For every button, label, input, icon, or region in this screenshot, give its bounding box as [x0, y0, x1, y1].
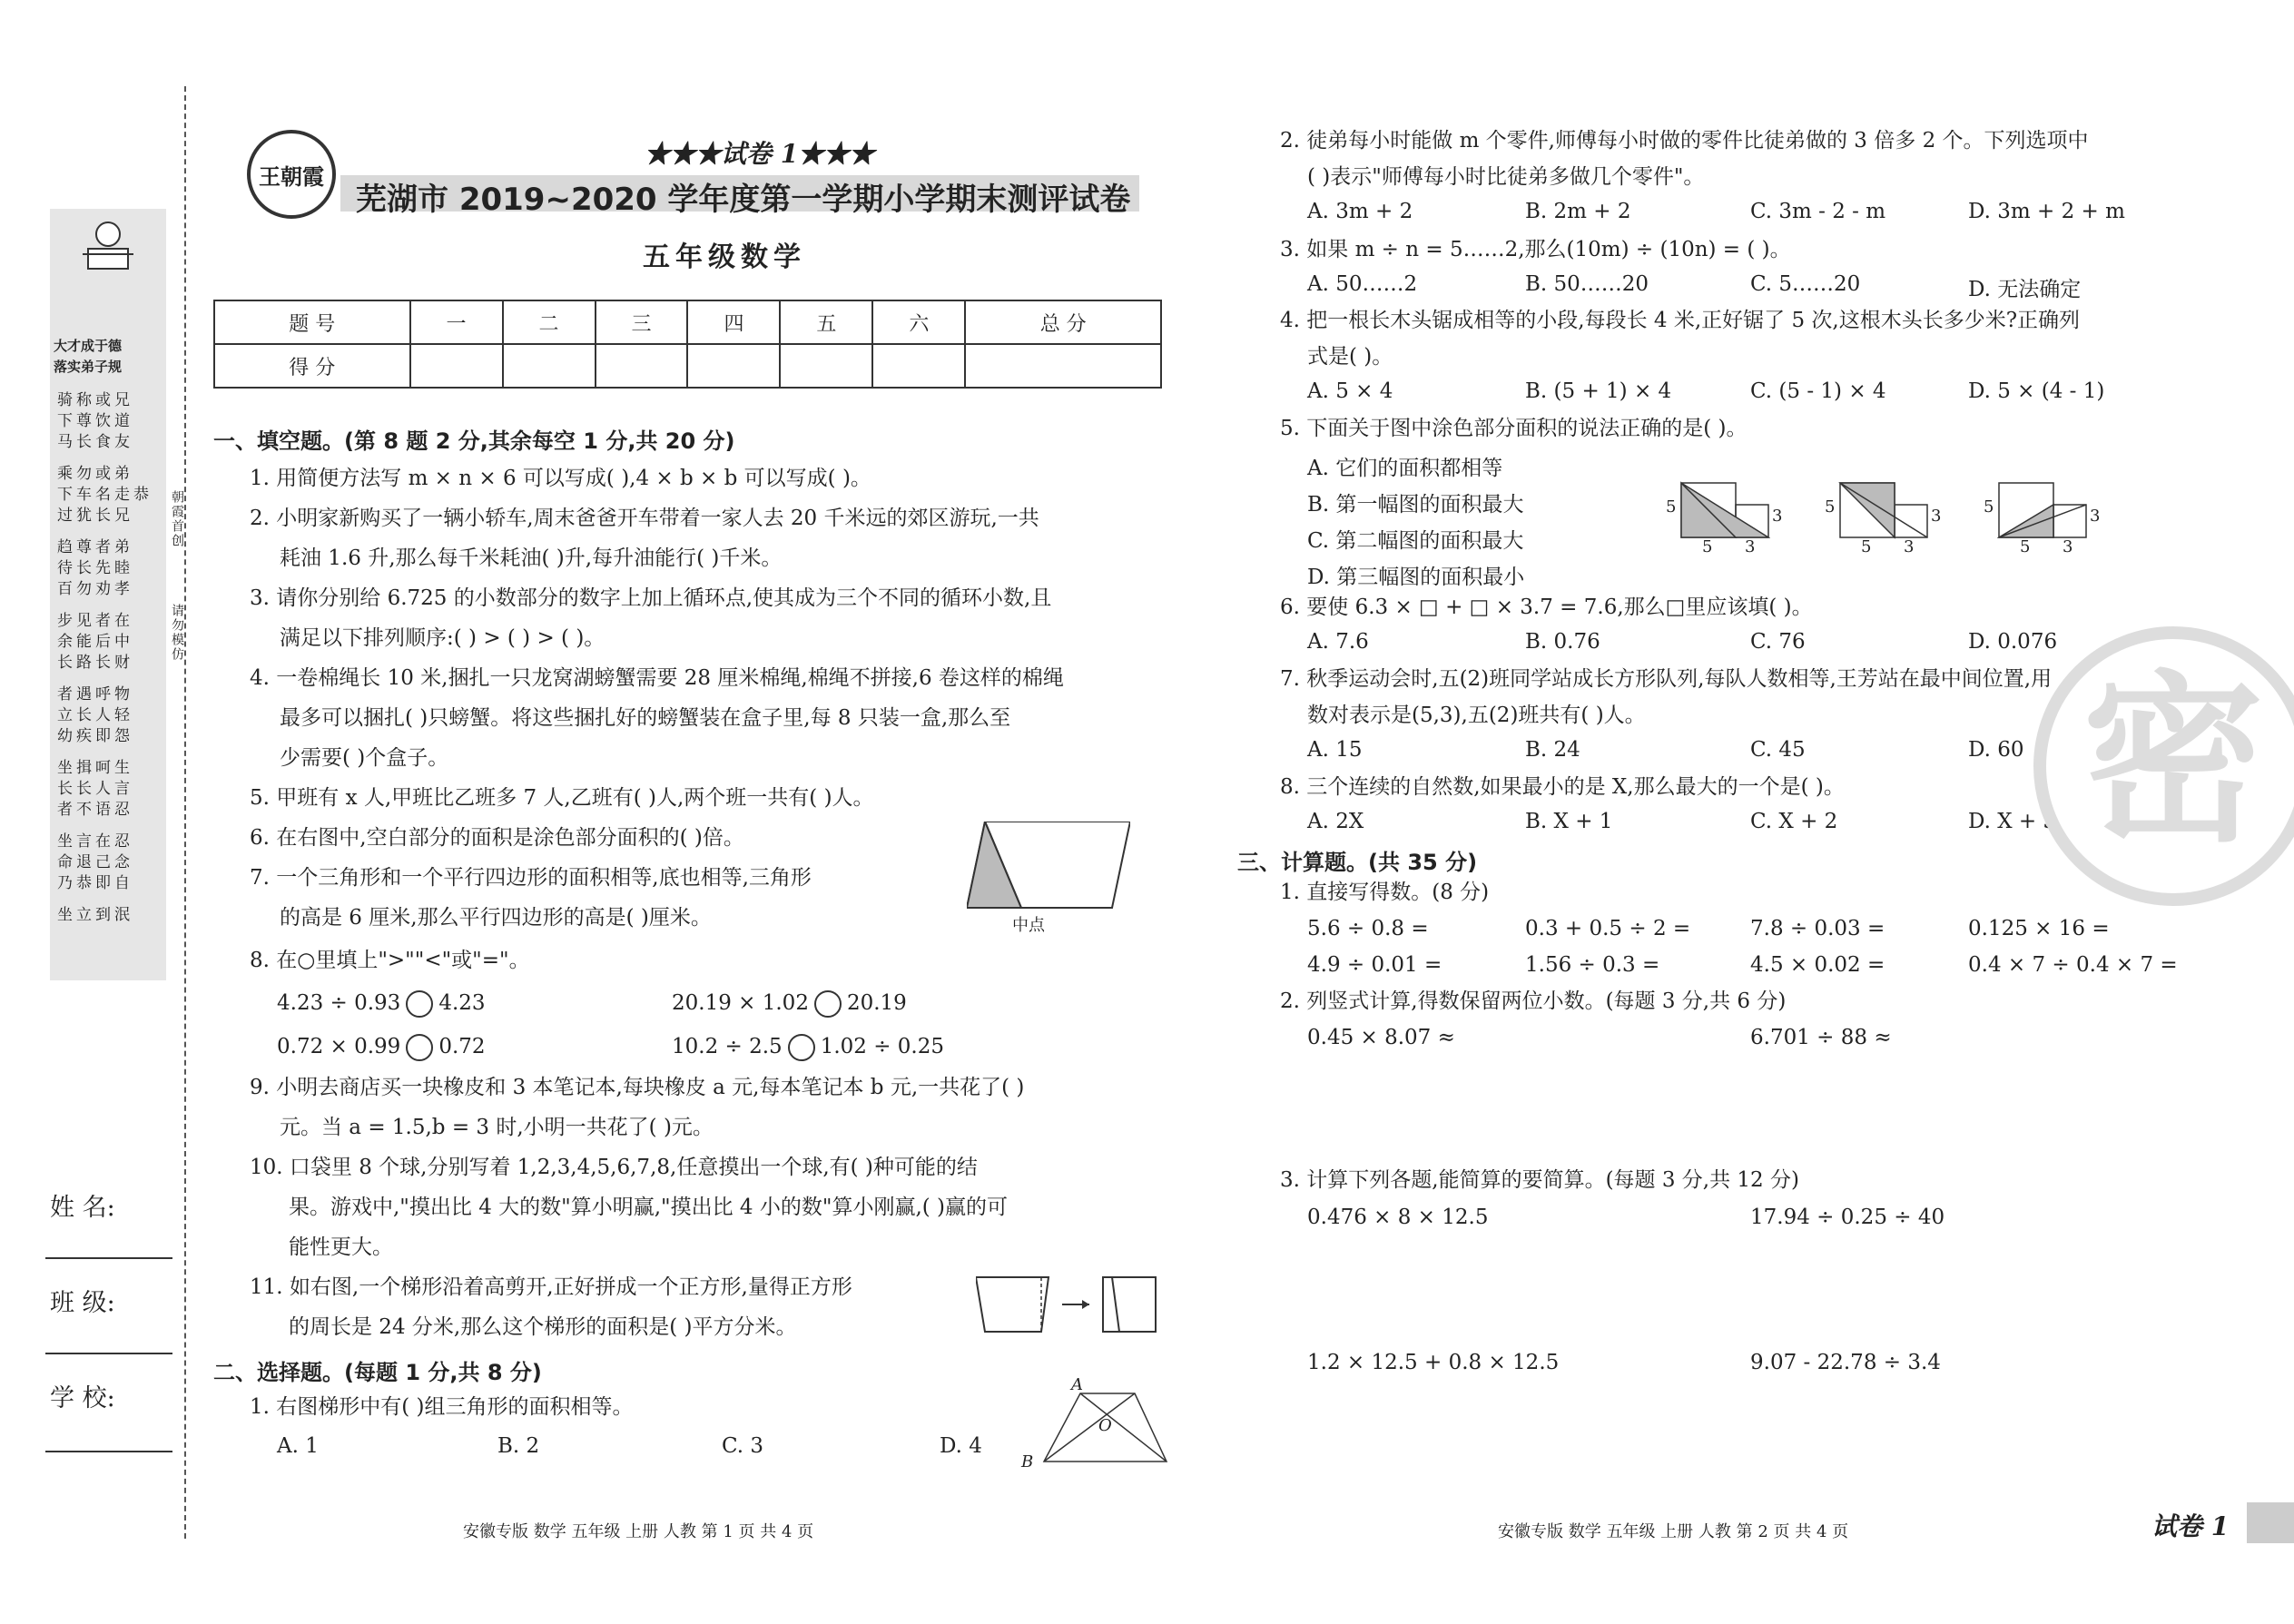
- fig3-bottom-3: 3: [2063, 537, 2073, 556]
- s1-q2a: 2. 小明家新购买了一辆小轿车,周末爸爸开车带着一家人去 20 千米远的郊区游玩,一共: [250, 507, 1039, 530]
- class-line[interactable]: [45, 1353, 172, 1354]
- poem-line: 下尊饮道: [57, 412, 133, 430]
- binding-dashed-line: [184, 86, 186, 1539]
- school-label: 学 校:: [50, 1384, 115, 1412]
- poem-line: 幼疾即怨: [57, 727, 133, 745]
- s2-q7-opt-d[interactable]: D. 60: [1968, 738, 2024, 762]
- s1-q9b: 元。当 a = 1.5,b = 3 时,小明一共花了( )元。: [280, 1116, 714, 1139]
- s2-q6-opt-b[interactable]: B. 0.76: [1525, 630, 1600, 654]
- logo: 王朝霞: [247, 130, 336, 219]
- s2-q8-opt-a[interactable]: A. 2X: [1307, 810, 1364, 833]
- s2-q6: 6. 要使 6.3 × □ + □ × 3.7 = 7.6,那么□里应该填( )。: [1280, 595, 1813, 619]
- s2-q7b: 数对表示是(5,3),五(2)班共有( )人。: [1307, 704, 1646, 727]
- s1-q11b: 的周长是 24 分米,那么这个梯形的面积是( )平方分米。: [289, 1315, 797, 1339]
- fig-label-o: O: [1098, 1416, 1112, 1435]
- poem-line: 马长食友: [57, 433, 133, 451]
- score-table: [213, 300, 1162, 389]
- s2-q8-opt-c[interactable]: C. X + 2: [1750, 810, 1838, 833]
- s2-q4-opt-a[interactable]: A. 5 × 4: [1307, 379, 1393, 403]
- s2-q4-opt-d[interactable]: D. 5 × (4 - 1): [1968, 379, 2105, 403]
- s2-q8-opt-b[interactable]: B. X + 1: [1525, 810, 1613, 833]
- s3-p1-item-6: 1.56 ÷ 0.3 =: [1525, 953, 1660, 977]
- s2-q7-opt-b[interactable]: B. 24: [1525, 738, 1580, 762]
- compare-circle[interactable]: [814, 990, 842, 1018]
- fig-label-b: B: [1021, 1452, 1034, 1471]
- fig3-side-3: 3: [2090, 507, 2101, 526]
- poem-line: 坐言在忍: [57, 832, 133, 851]
- fig2-side-5: 5: [1825, 497, 1836, 517]
- s2-q5-opt-d[interactable]: D. 第三幅图的面积最小: [1307, 566, 1525, 589]
- s1-q10a: 10. 口袋里 8 个球,分别写着 1,2,3,4,5,6,7,8,任意摸出一个球,有( )种可能的结: [250, 1156, 978, 1179]
- s3-p2-item-1: 0.45 × 8.07 ≈: [1307, 1026, 1455, 1049]
- poem-line: 坐立到泯: [57, 906, 133, 924]
- s2-q7-opt-c[interactable]: C. 45: [1750, 738, 1806, 762]
- s1-q7b: 的高是 6 厘米,那么平行四边形的高是( )厘米。: [280, 906, 712, 930]
- midpoint-label: 中点: [1012, 916, 1045, 935]
- exam-title: 芜湖市 2019~2020 学年度第一学期小学期末测评试卷: [356, 182, 1131, 218]
- fig3-bottom-5: 5: [2020, 537, 2031, 556]
- footer-right: 安徽专版 数学 五年级 上册 人教 第 2 页 共 4 页: [1498, 1522, 1849, 1541]
- score-cell[interactable]: [687, 344, 780, 388]
- s2-q7-opt-a[interactable]: A. 15: [1307, 738, 1363, 762]
- s2-q5-opt-c[interactable]: C. 第二幅图的面积最大: [1307, 529, 1524, 553]
- score-header-row: 题 号 一 二 三 四 五 六 总 分: [214, 300, 1161, 344]
- s2-q2a: 2. 徒弟每小时能做 m 个零件,师傅每小时做的零件比徒弟做的 3 倍多 2 个。下列选项中: [1280, 129, 2089, 153]
- s2-q1-opt-a[interactable]: A. 1: [277, 1434, 319, 1458]
- s1-q8-row1-left: 4.23 ÷ 0.93 4.23: [277, 989, 486, 1018]
- name-line[interactable]: [45, 1257, 172, 1259]
- subject-title: 五年级数学: [643, 241, 806, 273]
- s2-q1-opt-d[interactable]: D. 4: [940, 1434, 982, 1458]
- s1-q7a: 7. 一个三角形和一个平行四边形的面积相等,底也相等,三角形: [250, 866, 812, 890]
- fig2-bottom-3: 3: [1904, 537, 1915, 556]
- s3-p3-item-3: 1.2 × 12.5 + 0.8 × 12.5: [1307, 1351, 1560, 1374]
- s1-q3b: 满足以下排列顺序:( ) > ( ) > ( )。: [280, 626, 605, 650]
- s2-q2-opt-c[interactable]: C. 3m - 2 - m: [1750, 200, 1886, 223]
- s2-q3-opt-a[interactable]: A. 50……2: [1307, 272, 1418, 296]
- poem-line: 过犹长兄: [57, 507, 133, 525]
- poem-line: 步见者在: [57, 612, 133, 630]
- score-cell[interactable]: [780, 344, 872, 388]
- fig3-side-5: 5: [1984, 497, 1994, 517]
- s3-p3: 3. 计算下列各题,能简算的要简算。(每题 3 分,共 12 分): [1280, 1168, 1799, 1192]
- s2-q7a: 7. 秋季运动会时,五(2)班同学站成长方形队列,每队人数相等,王芳站在最中间位置,用: [1280, 667, 2053, 691]
- fig2-side-3: 3: [1931, 507, 1942, 526]
- s3-p1-item-2: 0.3 + 0.5 ÷ 2 =: [1525, 917, 1691, 940]
- s2-q4-opt-b[interactable]: B. (5 + 1) × 4: [1525, 379, 1672, 403]
- poem-line: 待长先睦: [57, 559, 133, 577]
- score-cell[interactable]: [410, 344, 503, 388]
- poem-line: 乃恭即自: [57, 874, 133, 892]
- s3-p1-item-5: 4.9 ÷ 0.01 =: [1307, 953, 1442, 977]
- s3-p1-item-4: 0.125 × 16 =: [1968, 917, 2110, 940]
- s2-q1-opt-c[interactable]: C. 3: [722, 1434, 764, 1458]
- section3-title: 三、计算题。(共 35 分): [1237, 850, 1478, 875]
- s3-p1-item-1: 5.6 ÷ 0.8 =: [1307, 917, 1429, 940]
- s1-q6: 6. 在右图中,空白部分的面积是涂色部分面积的( )倍。: [250, 826, 744, 850]
- score-cell[interactable]: [872, 344, 965, 388]
- footer-corner-bar: [2247, 1502, 2294, 1543]
- poem-line: 者遇呼物: [57, 685, 133, 704]
- motto-bottom: 落实弟子规: [54, 359, 123, 375]
- s1-q10c: 能性更大。: [289, 1235, 393, 1259]
- score-value-row: 得 分: [214, 344, 1161, 388]
- school-line[interactable]: [45, 1451, 172, 1452]
- poem-line: 乘勿或弟: [57, 465, 133, 483]
- s2-q5: 5. 下面关于图中涂色部分面积的说法正确的是( )。: [1280, 417, 1748, 440]
- s1-q4b: 最多可以捆扎( )只螃蟹。将这些捆扎好的螃蟹装在盒子里,每 8 只装一盒,那么至: [280, 706, 1011, 730]
- score-cell[interactable]: [503, 344, 596, 388]
- s1-q8-row2-left: 0.72 × 0.99 0.72: [277, 1033, 486, 1061]
- note-vertical-1: 朝霞首创: [170, 490, 184, 548]
- s2-q3-opt-d[interactable]: D. 无法确定: [1968, 278, 2082, 301]
- score-cell[interactable]: [596, 344, 688, 388]
- s2-q2-opt-b[interactable]: B. 2m + 2: [1525, 200, 1631, 223]
- s3-p3-item-4: 9.07 - 22.78 ÷ 3.4: [1750, 1351, 1941, 1374]
- paper-tag-footer: 试卷 1: [2151, 1511, 2230, 1541]
- compare-circle[interactable]: [788, 1034, 815, 1061]
- s2-q4b: 式是( )。: [1307, 345, 1393, 369]
- area-figure-1: [1679, 481, 1770, 557]
- s1-q9a: 9. 小明去商店买一块橡皮和 3 本笔记本,每块橡皮 a 元,每本笔记本 b 元,一共花了( ): [250, 1076, 1025, 1099]
- area-figure-2: [1838, 481, 1929, 557]
- section2-title: 二、选择题。(每题 1 分,共 8 分): [213, 1360, 542, 1385]
- s2-q8: 8. 三个连续的自然数,如果最小的是 X,那么最大的一个是( )。: [1280, 775, 1845, 799]
- s2-q3: 3. 如果 m ÷ n = 5……2,那么(10m) ÷ (10n) = ( )。: [1280, 238, 1791, 261]
- s1-q1: 1. 用简便方法写 m × n × 6 可以写成( ),4 × b × b 可以写成( )。: [250, 467, 871, 490]
- s1-q4a: 4. 一卷棉绳长 10 米,捆扎一只龙窝湖螃蟹需要 28 厘米棉绳,棉绳不拼接,6 卷这样的棉绳: [250, 666, 1064, 690]
- s1-q11a: 11. 如右图,一个梯形沿着高剪开,正好拼成一个正方形,量得正方形: [250, 1275, 852, 1299]
- s2-q6-opt-a[interactable]: A. 7.6: [1307, 630, 1369, 654]
- score-cell[interactable]: [965, 344, 1161, 388]
- s2-q5-opt-b[interactable]: B. 第一幅图的面积最大: [1307, 493, 1524, 517]
- trapezoid-square-figure: [976, 1275, 1157, 1338]
- footer-left: 安徽专版 数学 五年级 上册 人教 第 1 页 共 4 页: [463, 1522, 814, 1541]
- poem-line: 坐揖呵生: [57, 759, 133, 777]
- class-label: 班 级:: [50, 1289, 115, 1317]
- parallelogram-figure: [967, 822, 1130, 916]
- s3-p1-item-8: 0.4 × 7 ÷ 0.4 × 7 =: [1968, 953, 2178, 977]
- s1-q10b: 果。游戏中,"摸出比 4 大的数"算小明赢,"摸出比 4 小的数"算小刚赢,( )赢的可: [289, 1196, 1009, 1219]
- s3-p3-item-2: 17.94 ÷ 0.25 ÷ 40: [1750, 1206, 1945, 1229]
- s1-q4c: 少需要( )个盒子。: [280, 746, 449, 770]
- s2-q6-opt-d[interactable]: D. 0.076: [1968, 630, 2058, 654]
- compare-circle[interactable]: [406, 1034, 433, 1061]
- motto-poem: [57, 390, 157, 926]
- fig-label-a: A: [1071, 1375, 1083, 1394]
- s3-p1: 1. 直接写得数。(8 分): [1280, 881, 1490, 904]
- compare-circle[interactable]: [406, 990, 433, 1018]
- s3-p2-item-2: 6.701 ÷ 88 ≈: [1750, 1026, 1892, 1049]
- s1-q8-row1-right: 20.19 × 1.02 20.19: [672, 989, 907, 1018]
- paper-tag: ★★★试卷 1★★★: [645, 139, 875, 169]
- section1-title: 一、填空题。(第 8 题 2 分,其余每空 1 分,共 20 分): [213, 428, 735, 454]
- s1-q2b: 耗油 1.6 升,那么每千米耗油( )升,每升油能行( )千米。: [280, 546, 783, 570]
- fig1-side-3: 3: [1772, 507, 1783, 526]
- s2-q6-opt-c[interactable]: C. 76: [1750, 630, 1806, 654]
- s1-q8: 8. 在○里填上">""<"或"="。: [250, 949, 530, 972]
- boy-figure: [83, 218, 133, 272]
- poem-line: 命退己念: [57, 853, 133, 871]
- note-vertical-2: 请勿模仿: [170, 604, 184, 662]
- s3-p1-item-3: 7.8 ÷ 0.03 =: [1750, 917, 1885, 940]
- poem-line: 百勿劝孝: [57, 580, 133, 598]
- s2-q3-opt-b[interactable]: B. 50……20: [1525, 272, 1649, 296]
- poem-line: 者不语忍: [57, 801, 133, 819]
- s3-p2: 2. 列竖式计算,得数保留两位小数。(每题 3 分,共 6 分): [1280, 989, 1787, 1013]
- poem-line: 趋尊者弟: [57, 538, 133, 556]
- s2-q2-opt-a[interactable]: A. 3m + 2: [1307, 200, 1413, 223]
- fig1-bottom-5: 5: [1702, 537, 1713, 556]
- s1-q3a: 3. 请你分别给 6.725 的小数部分的数字上加上循环点,使其成为三个不同的循环小数,且: [250, 586, 1052, 610]
- s3-p1-item-7: 4.5 × 0.02 =: [1750, 953, 1885, 977]
- s1-q8-row2-right: 10.2 ÷ 2.5 1.02 ÷ 0.25: [672, 1033, 944, 1061]
- poem-line: 立长人轻: [57, 706, 133, 724]
- poem-line: 长路长财: [57, 654, 133, 672]
- s3-p3-item-1: 0.476 × 8 × 12.5: [1307, 1206, 1489, 1229]
- poem-line: 下车名走恭: [57, 486, 153, 504]
- motto-top: 大才成于德: [54, 338, 123, 354]
- s2-q5-opt-a[interactable]: A. 它们的面积都相等: [1307, 457, 1503, 480]
- fig1-bottom-3: 3: [1745, 537, 1756, 556]
- poem-line: 余能后中: [57, 633, 133, 651]
- area-figure-3: [1997, 481, 2088, 557]
- s2-q2b: ( )表示"师傅每小时比徒弟多做几个零件"。: [1307, 165, 1705, 189]
- secret-stamp-watermark: 密: [2033, 626, 2294, 906]
- fig2-bottom-5: 5: [1861, 537, 1872, 556]
- poem-line: 长长人言: [57, 780, 133, 798]
- s2-q3-opt-c[interactable]: C. 5……20: [1750, 272, 1861, 296]
- name-label: 姓 名:: [50, 1194, 115, 1222]
- s2-q4-opt-c[interactable]: C. (5 - 1) × 4: [1750, 379, 1886, 403]
- s2-q1: 1. 右图梯形中有( )组三角形的面积相等。: [250, 1395, 634, 1419]
- motto-panel: [50, 209, 166, 980]
- fig1-side-5: 5: [1666, 497, 1677, 517]
- s2-q4a: 4. 把一根长木头锯成相等的小段,每段长 4 米,正好锯了 5 次,这根木头长多少米?正确列: [1280, 309, 2081, 332]
- s1-q5: 5. 甲班有 x 人,甲班比乙班多 7 人,乙班有( )人,两个班一共有( )人。: [250, 786, 874, 810]
- s2-q8-opt-d[interactable]: D. X + 3: [1968, 810, 2057, 833]
- s2-q1-opt-b[interactable]: B. 2: [497, 1434, 540, 1458]
- poem-line: 骑称或兄: [57, 391, 133, 409]
- s2-q2-opt-d[interactable]: D. 3m + 2 + m: [1968, 200, 2125, 223]
